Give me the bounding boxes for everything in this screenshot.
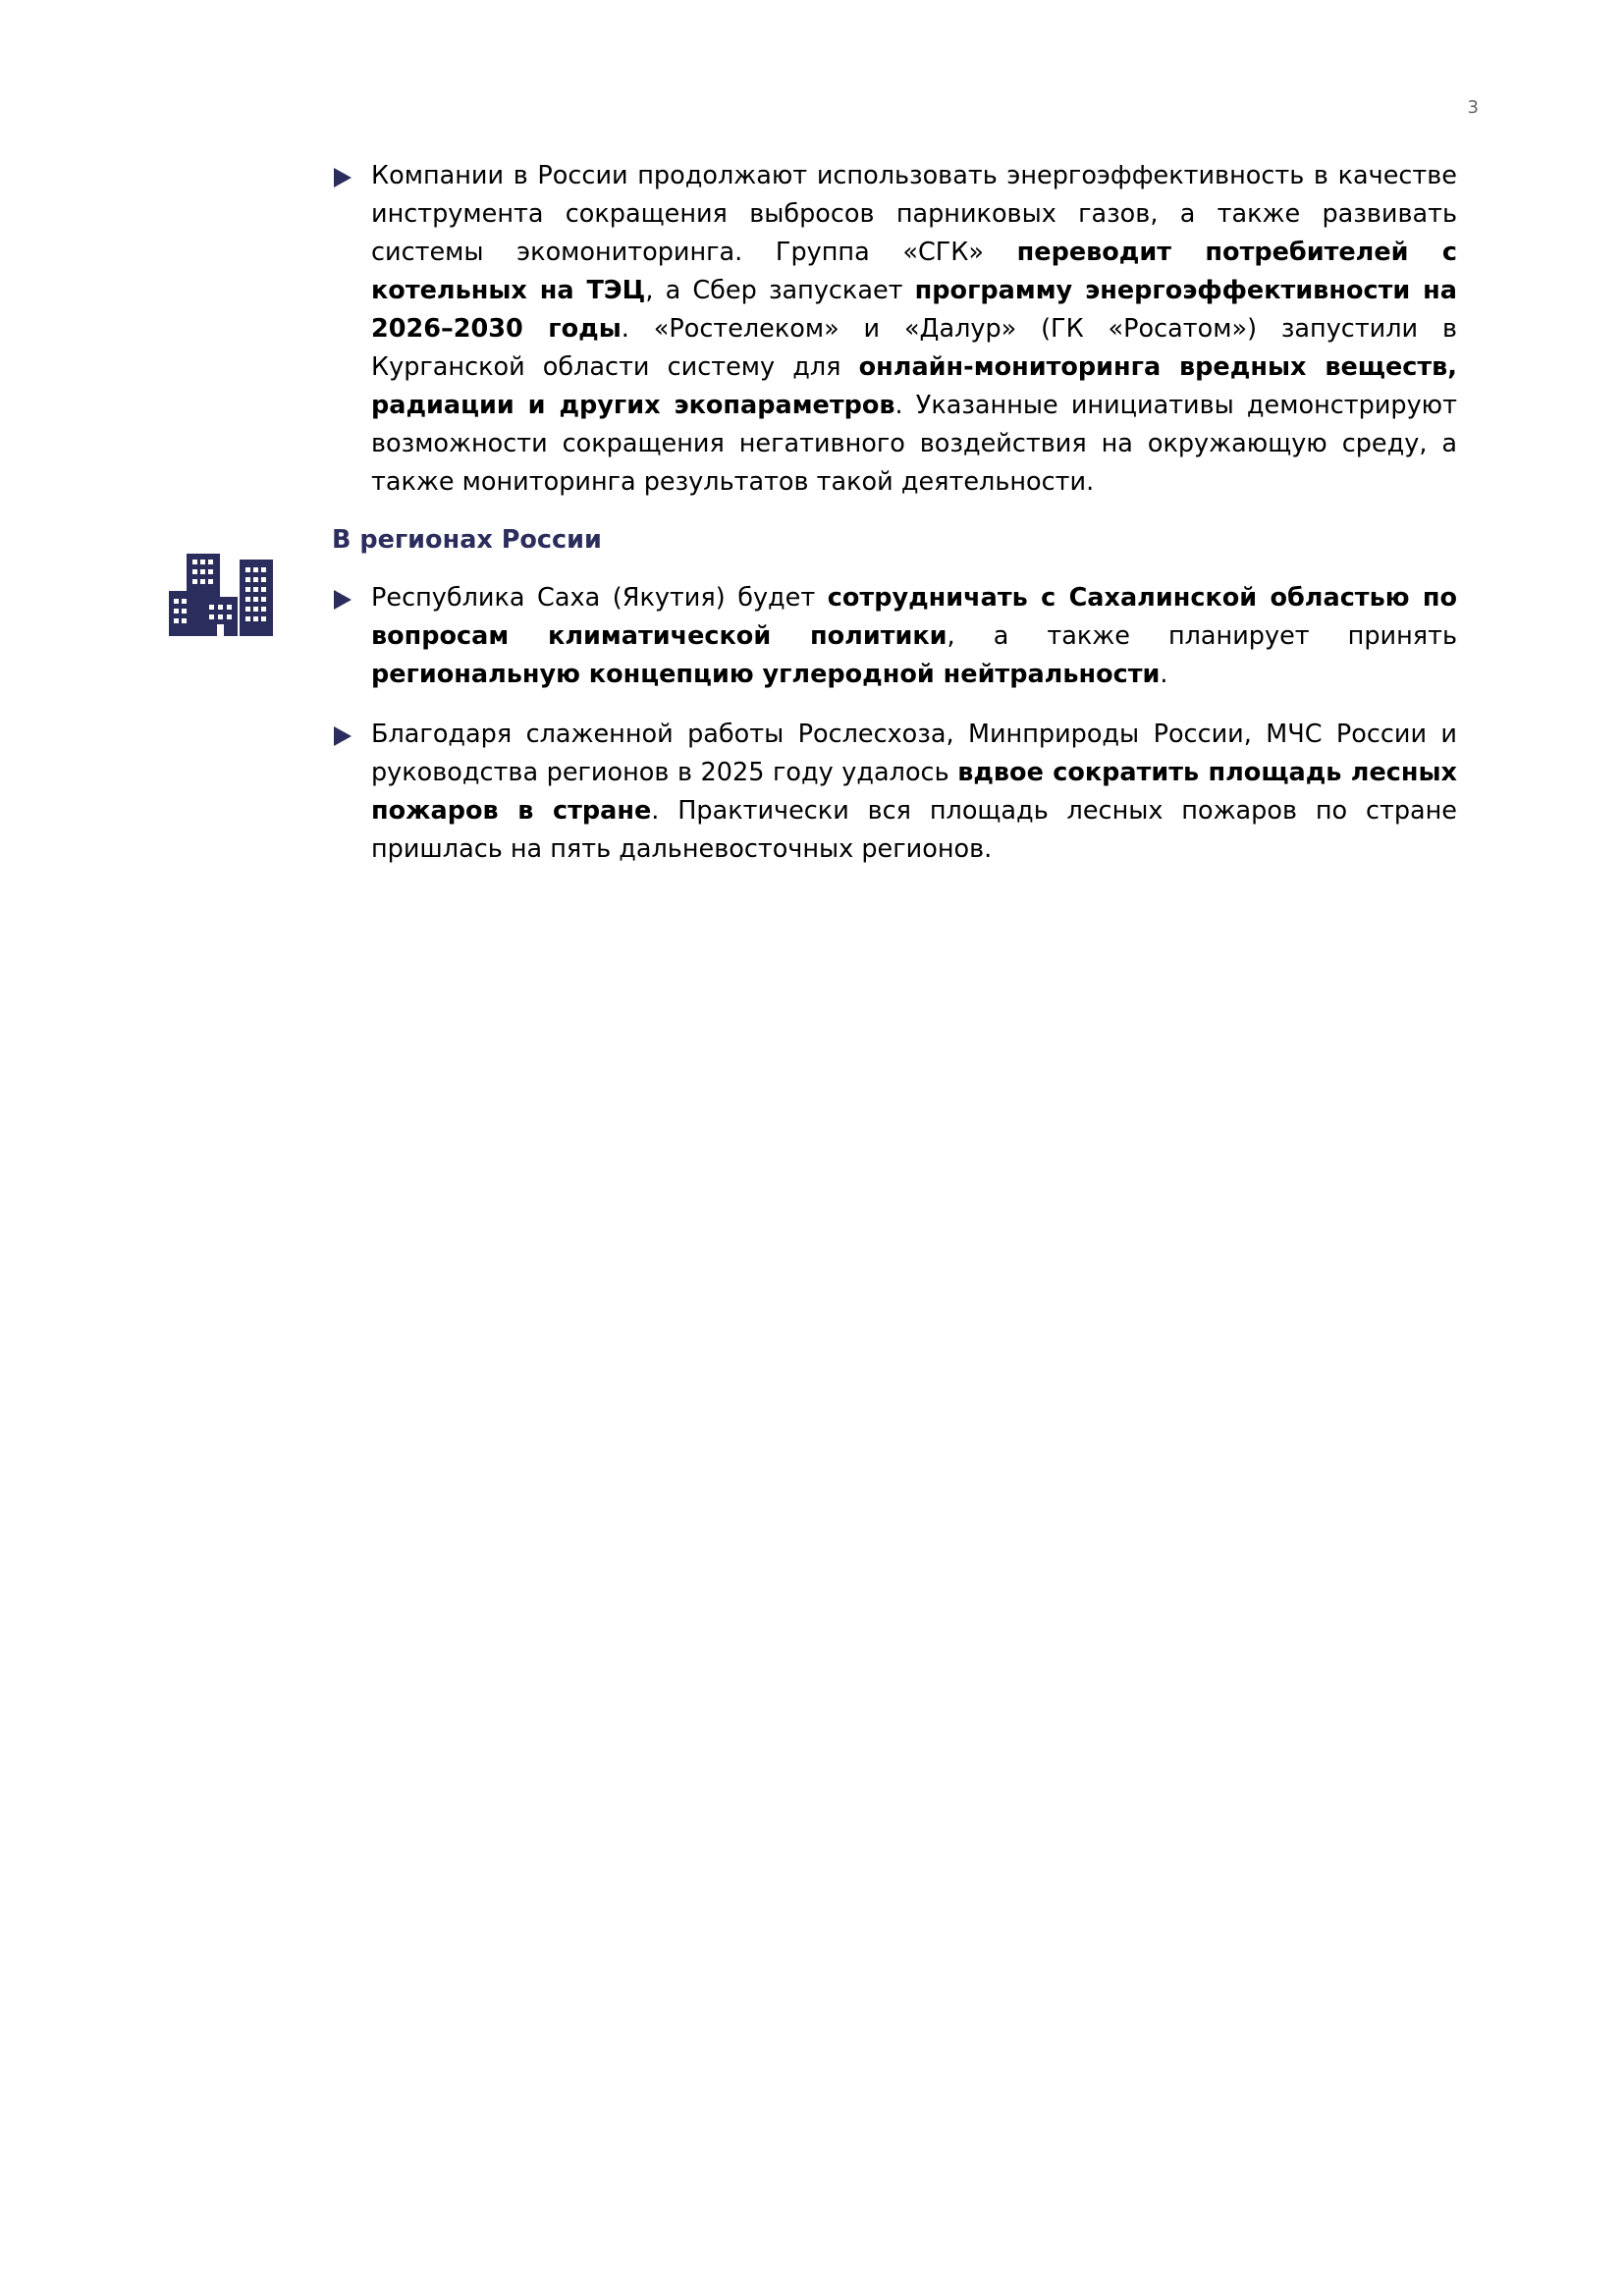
- seg-bold: региональную концепцию углеродной нейтральности: [371, 660, 1161, 689]
- seg: Благодаря слаженной работы Рослесхоза, Минприроды России, МЧС России и руководства регионов в 2025 году удалось: [371, 720, 1457, 787]
- seg: Республика Саха (Якутия) будет: [371, 583, 828, 613]
- seg-bold: программу энергоэффективности на 2026–2030 годы: [371, 276, 1457, 344]
- bullet-triangle-icon: [334, 590, 352, 610]
- section-heading-regions: В регионах России: [332, 525, 602, 555]
- seg-bold: онлайн-мониторинга вредных веществ, радиации и других экопараметров: [371, 352, 1457, 420]
- page-number: 3: [1467, 97, 1479, 118]
- seg-bold: переводит потребителей с котельных на ТЭЦ: [371, 238, 1458, 305]
- seg: Компании в России продолжают использовать энергоэффективность в качестве инструмента сокращения выбросов парниковых газов, а также развивать системы экомониторинга. Группа «СГК»: [371, 161, 1457, 267]
- bullet-triangle-icon: [334, 726, 352, 746]
- seg: . Практически вся площадь лесных пожаров по стране пришлась на пять дальневосточных регионов.: [371, 796, 1457, 864]
- bullet-triangle-icon: [334, 168, 352, 187]
- bullet-forest-fires: [332, 716, 1457, 869]
- bullet-yakutia: [332, 579, 1457, 694]
- document-body: [332, 157, 1457, 869]
- bullet-companies-energy-efficiency: [332, 157, 1457, 502]
- seg-bold: вдвое сократить площадь лесных пожаров в стране: [371, 758, 1457, 826]
- seg: , а Сбер запускает: [645, 276, 915, 305]
- seg: , а также планирует принять: [947, 621, 1457, 651]
- city-buildings-icon: [169, 554, 273, 636]
- seg-bold: сотрудничать с Сахалинской областью по вопросам климатической политики: [371, 583, 1457, 651]
- seg: .: [1160, 660, 1168, 689]
- seg: . Указанные инициативы демонстрируют возможности сокращения негативного воздействия на окружающую среду, а также мониторинга результатов такой деятельности.: [371, 391, 1457, 497]
- seg: . «Ростелеком» и «Далур» (ГК «Росатом») запустили в Курганской области систему для: [371, 314, 1457, 382]
